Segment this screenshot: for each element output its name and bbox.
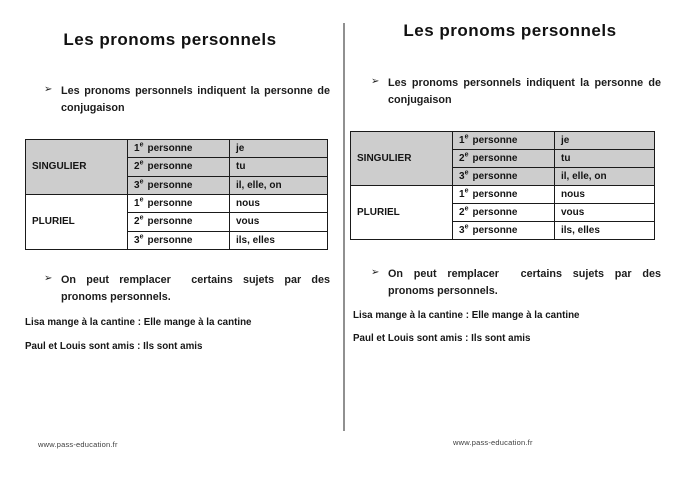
intro-line-2: conjugaison [61, 101, 125, 114]
bullet-arrow-icon: ➢ [44, 84, 53, 95]
table-row [26, 194, 328, 212]
bullet-arrow-icon: ➢ [371, 267, 380, 278]
example-sentence: Paul et Louis sont amis : Ils sont amis [353, 333, 531, 344]
person-ordinal-sup: e [139, 160, 144, 168]
person-ordinal: 3 [134, 179, 140, 191]
person-cell [453, 186, 555, 204]
person-ordinal: 2 [134, 216, 140, 228]
pronoun-cell: ils, elles [230, 231, 328, 249]
page-title: Les pronoms personnels [403, 21, 617, 40]
person-word: personne [147, 216, 193, 228]
pronoun-cell: vous [555, 204, 655, 222]
pronoun-cell: vous [230, 213, 328, 231]
intro-text [388, 75, 661, 108]
pronoun-cell: je [555, 132, 655, 150]
person-ordinal: 3 [459, 171, 465, 182]
person-word: personne [147, 234, 193, 246]
intro-bullet-item [371, 75, 661, 108]
note-text [388, 266, 661, 299]
person-cell [128, 231, 230, 249]
person-word: personne [147, 161, 193, 173]
worksheet-page-right [340, 0, 680, 480]
person-ordinal: 2 [459, 207, 465, 218]
footer-url: www.pass-education.fr [38, 440, 118, 449]
person-cell [453, 132, 555, 150]
person-cell [453, 222, 555, 240]
person-cell [128, 140, 230, 158]
person-word: personne [472, 207, 518, 218]
person-cell [128, 158, 230, 176]
person-word: personne [472, 135, 518, 146]
intro-bullet-item [44, 83, 330, 116]
person-word: personne [147, 179, 193, 191]
note-text [61, 272, 330, 305]
person-ordinal-sup: e [464, 205, 469, 213]
pronouns-table [350, 131, 655, 240]
person-ordinal: 2 [459, 153, 465, 164]
pronoun-cell: il, elle, on [230, 176, 328, 194]
page-title: Les pronoms personnels [63, 30, 277, 49]
pronoun-cell: je [230, 140, 328, 158]
person-ordinal: 2 [134, 161, 140, 173]
category-cell-pluriel: PLURIEL [26, 194, 128, 249]
person-ordinal-sup: e [464, 169, 469, 177]
table-row [351, 186, 655, 204]
person-word: personne [147, 198, 193, 210]
person-word: personne [147, 143, 193, 155]
pronoun-cell: tu [555, 150, 655, 168]
note-line-1: On peut remplacer certains sujets par des [388, 268, 661, 280]
person-ordinal-sup: e [139, 215, 144, 223]
person-cell [453, 204, 555, 222]
intro-line-1: Les pronoms personnels indiquent la personne de [388, 77, 661, 89]
pronoun-cell: il, elle, on [555, 168, 655, 186]
category-cell-pluriel: PLURIEL [351, 186, 453, 240]
table-row [351, 132, 655, 150]
example-sentence: Lisa mange à la cantine : Elle mange à la cantine [353, 310, 580, 321]
person-ordinal: 1 [134, 143, 140, 155]
note-bullet-item [44, 272, 330, 305]
person-cell [128, 194, 230, 212]
person-ordinal-sup: e [139, 196, 144, 204]
person-word: personne [472, 225, 518, 236]
person-ordinal-sup: e [464, 223, 469, 231]
intro-line-1: Les pronoms personnels indiquent la personne de [61, 85, 330, 97]
pronoun-cell: nous [555, 186, 655, 204]
person-ordinal-sup: e [139, 233, 144, 241]
person-ordinal-sup: e [139, 141, 144, 149]
example-sentence: Lisa mange à la cantine : Elle mange à la cantine [25, 317, 252, 328]
person-word: personne [472, 171, 518, 182]
note-line-2: pronoms personnels. [388, 284, 498, 297]
person-cell [453, 150, 555, 168]
page-divider [343, 23, 345, 431]
pronoun-cell: tu [230, 158, 328, 176]
footer-url: www.pass-education.fr [453, 438, 533, 447]
note-bullet-item [371, 266, 661, 299]
bullet-arrow-icon: ➢ [44, 273, 53, 284]
pronoun-cell: ils, elles [555, 222, 655, 240]
person-ordinal: 1 [134, 198, 140, 210]
person-word: personne [472, 153, 518, 164]
person-cell [453, 168, 555, 186]
person-ordinal: 1 [459, 135, 465, 146]
person-ordinal-sup: e [464, 187, 469, 195]
person-cell [128, 176, 230, 194]
note-line-2: pronoms personnels. [61, 290, 171, 303]
intro-text [61, 83, 330, 116]
pronoun-cell: nous [230, 194, 328, 212]
pronouns-table [25, 139, 328, 250]
category-cell-singulier: SINGULIER [351, 132, 453, 186]
table-row [26, 140, 328, 158]
person-ordinal: 1 [459, 189, 465, 200]
intro-line-2: conjugaison [388, 93, 452, 106]
example-sentence: Paul et Louis sont amis : Ils sont amis [25, 341, 203, 352]
bullet-arrow-icon: ➢ [371, 76, 380, 87]
note-line-1: On peut remplacer certains sujets par des [61, 274, 330, 286]
person-cell [128, 213, 230, 231]
person-ordinal: 3 [459, 225, 465, 236]
person-ordinal-sup: e [464, 151, 469, 159]
person-ordinal-sup: e [139, 178, 144, 186]
category-cell-singulier: SINGULIER [26, 140, 128, 195]
person-ordinal-sup: e [464, 133, 469, 141]
person-word: personne [472, 189, 518, 200]
person-ordinal: 3 [134, 234, 140, 246]
